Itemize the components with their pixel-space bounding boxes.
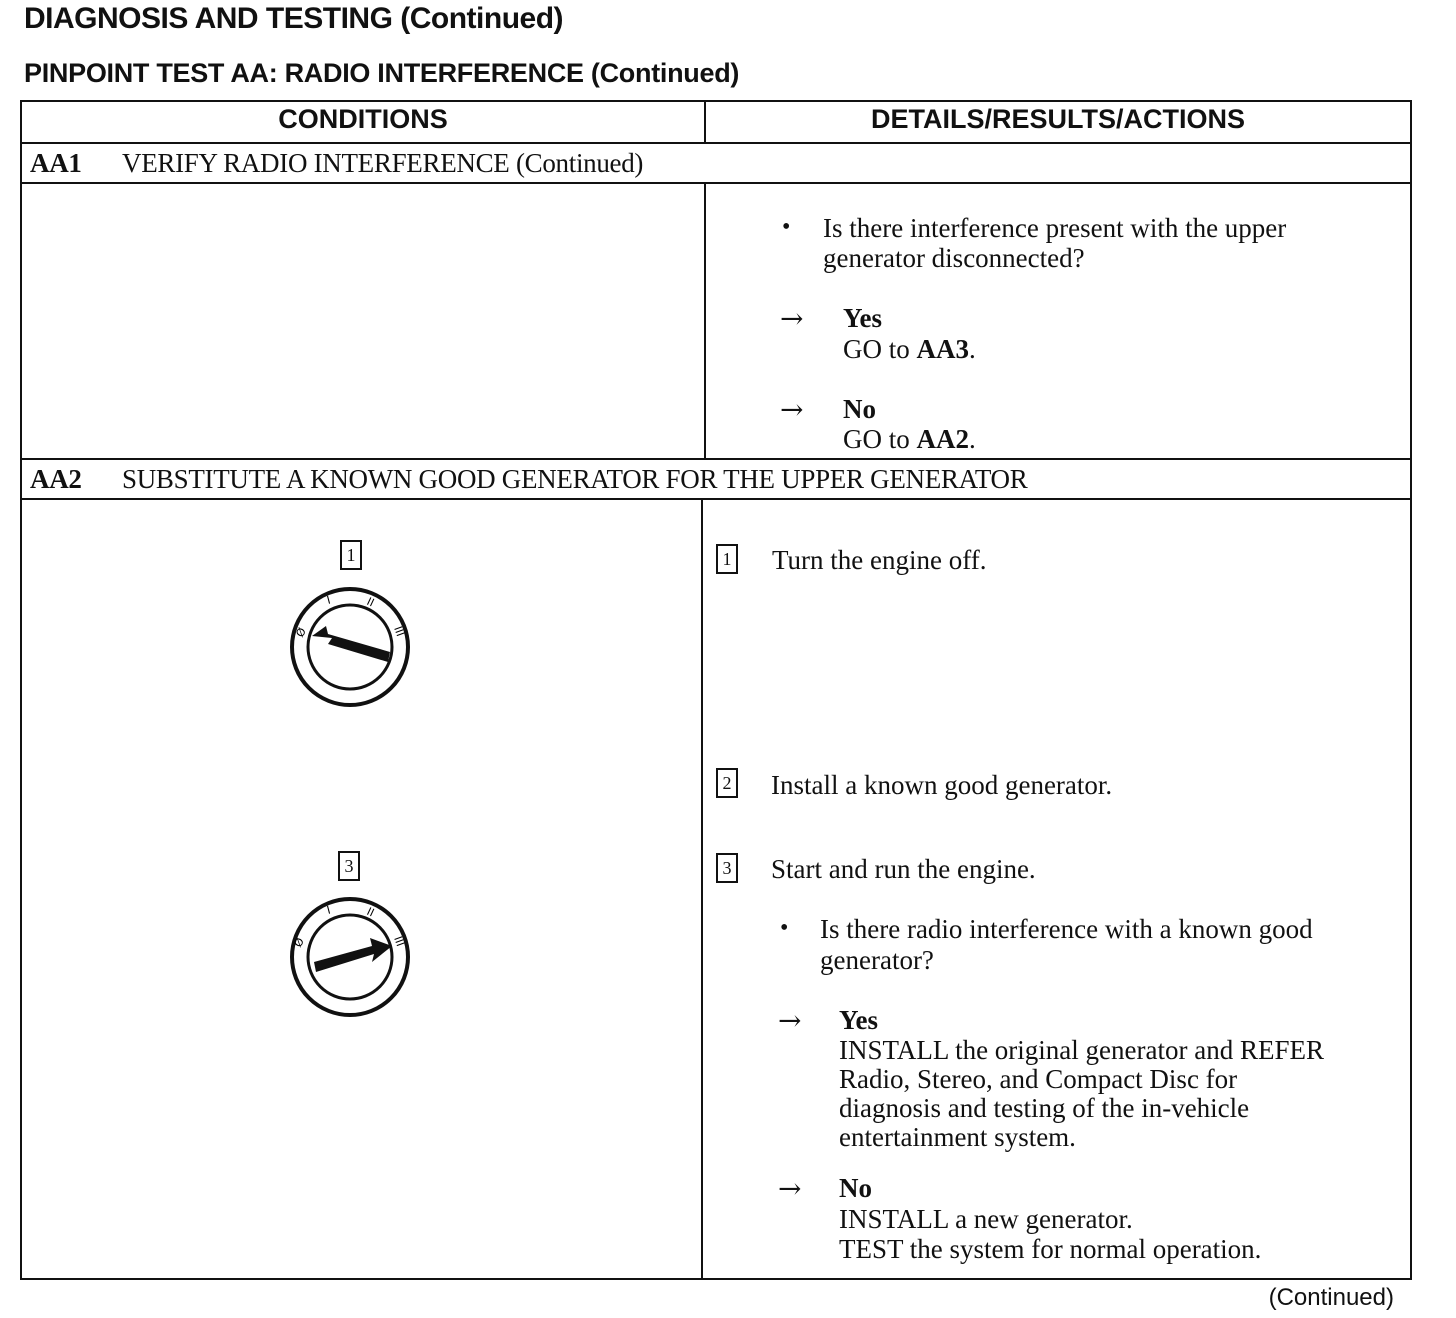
aa2-no-line1: INSTALL a new generator. — [839, 1204, 1133, 1234]
switch-label-run: II — [364, 594, 377, 610]
step-2-number: 2 — [716, 768, 738, 798]
rule-below-header — [22, 142, 1410, 144]
step-aa1-title: VERIFY RADIO INTERFERENCE (Continued) — [122, 148, 644, 178]
aa1-no-action-target: AA2 — [916, 424, 969, 454]
aa1-yes-label: Yes — [843, 303, 882, 333]
aa2-no-label: No — [839, 1173, 872, 1203]
column-header-conditions: CONDITIONS — [278, 104, 448, 134]
rule-below-aa2-title — [22, 498, 1410, 500]
aa1-yes-action — [843, 334, 976, 364]
pinpoint-test-title: PINPOINT TEST AA: RADIO INTERFERENCE (Continued) — [24, 58, 740, 88]
column-header-details: DETAILS/RESULTS/ACTIONS — [870, 104, 1245, 134]
aa1-yes-action-suffix: . — [969, 334, 976, 364]
arrow-right-icon: → — [778, 1004, 802, 1037]
continued-footer: (Continued) — [1268, 1284, 1394, 1311]
aa2-no-line2: TEST the system for normal operation. — [839, 1234, 1262, 1264]
switch-label-off: Ø — [291, 935, 307, 950]
aa2-yes-label: Yes — [839, 1005, 878, 1035]
aa1-yes-action-target: AA3 — [916, 334, 969, 364]
aa2-question-line1: Is there radio interference with a known good — [820, 914, 1313, 944]
switch-label-start: III — [391, 934, 407, 949]
rule-above-aa2 — [22, 458, 1410, 460]
arrow-right-icon: → — [778, 1172, 802, 1205]
aa2-question-line2: generator? — [820, 945, 934, 975]
illustration-step-1-number: 1 — [340, 540, 362, 570]
step-3-number: 3 — [716, 853, 738, 883]
step-aa2-heading — [30, 464, 1027, 495]
aa2-yes-line2: Radio, Stereo, and Compact Disc for — [839, 1064, 1238, 1094]
step-aa1-id: AA1 — [30, 148, 82, 178]
aa2-yes-line1: INSTALL the original generator and REFER — [839, 1035, 1324, 1065]
aa1-no-action — [843, 424, 976, 454]
aa1-yes-action-prefix: GO to — [843, 334, 917, 364]
switch-label-acc: I — [325, 903, 332, 917]
bullet-icon: • — [780, 915, 789, 941]
illustration-step-3-number: 3 — [338, 851, 360, 881]
aa1-question-line1: Is there interference present with the upper — [823, 213, 1287, 243]
divider-aa1 — [704, 182, 706, 458]
divider-header — [704, 102, 706, 142]
step-2-text: Install a known good generator. — [771, 770, 1113, 800]
aa1-no-action-prefix: GO to — [843, 424, 917, 454]
step-aa2-title: SUBSTITUTE A KNOWN GOOD GENERATOR FOR THE UPPER GENERATOR — [122, 464, 1028, 494]
bullet-icon: • — [782, 214, 791, 240]
step-3-text: Start and run the engine. — [771, 854, 1036, 884]
aa2-yes-action — [839, 1036, 1324, 1152]
aa2-yes-line4: entertainment system. — [839, 1122, 1076, 1152]
switch-label-acc: I — [325, 593, 332, 607]
aa1-no-label: No — [843, 394, 876, 424]
step-1-number: 1 — [716, 544, 738, 574]
switch-label-run: II — [364, 904, 377, 920]
arrow-right-icon: → — [780, 302, 804, 335]
rule-below-aa1-title — [22, 182, 1410, 184]
page-title: DIAGNOSIS AND TESTING (Continued) — [24, 2, 564, 35]
aa2-yes-line3: diagnosis and testing of the in-vehicle — [839, 1093, 1250, 1123]
ignition-switch-start-icon — [288, 896, 414, 1018]
aa1-question-line2: generator disconnected? — [823, 243, 1085, 273]
step-aa1-heading — [30, 148, 643, 179]
step-1-text: Turn the engine off. — [772, 545, 987, 575]
arrow-right-icon: → — [780, 393, 804, 426]
step-aa2-id: AA2 — [30, 464, 82, 494]
switch-label-off: Ø — [293, 625, 309, 640]
switch-label-start: III — [391, 624, 407, 639]
divider-aa2 — [701, 498, 703, 1280]
ignition-switch-off-icon — [288, 586, 414, 708]
aa1-no-action-suffix: . — [969, 424, 976, 454]
